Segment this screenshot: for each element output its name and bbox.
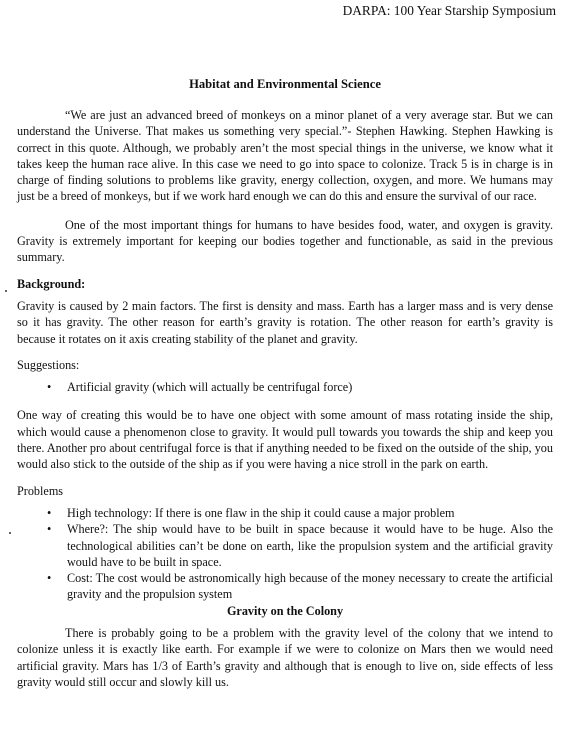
problems-list [17,505,553,603]
intro-paragraph-1: “We are just an advanced breed of monkeys on a minor planet of a very average star. But we can understand the Universe. That makes us something very special.”- Stephen Hawking. Stephen Hawking is correct in this quote. Although, we probably aren’t the most special things in the universe, we know what it takes keep the human race alive. In this case we need to go into space to colonize. Track 5 is in charge is in charge of finding solutions to problems like gravity, energy collection, oxygen, and more. We humans may just be a breed of monkeys, but if we work hard enough we can do this and ensure the survival of our race. [17,108,553,204]
problems-label: Problems [17,483,64,498]
list-item: • Artificial gravity (which will actually be centrifugal force) [47,379,553,395]
running-header: DARPA: 100 Year Starship Symposium [342,3,556,18]
background-heading: Background: [17,276,86,291]
document-title: Habitat and Environmental Science [189,77,381,91]
list-item: • Where?: The ship would have to be built in space because it would have to be huge. Also the technological abilities can’t be done on earth, like the propulsion system and the artificial gravity would have to be built in space. [47,521,553,570]
suggestions-label: Suggestions: [17,357,80,372]
document-body [17,107,553,690]
colony-paragraph: There is probably going to be a problem with the gravity level of the colony that we intend to colonize unless it is exactly like earth. For example if we were to colonize on Mars then we would need artificial gravity. Mars has 1/3 of Earth’s gravity and although that is enough to live on, side effects of less gravity would still occur and slowly kill us. [17,626,553,689]
background-paragraph: Gravity is caused by 2 main factors. The first is density and mass. Earth has a larger mass and is very dense so it has gravity. The other reason for earth’s gravity is rotation. The other reason for earth’s gravity is because it rotates on it axis creating stability of the planet and gravity. [17,298,553,346]
scan-speck [9,532,11,534]
scan-speck [5,290,7,292]
section-heading-colony: Gravity on the Colony [226,603,344,618]
intro-paragraph-2: One of the most important things for humans to have besides food, water, and oxygen is gravity. Gravity is extremely important for keeping our bodies together and functionable, as said in the previous summary. [17,217,553,265]
list-item: • High technology: If there is one flaw in the ship it could cause a major problem [47,505,553,521]
suggestions-paragraph: One way of creating this would be to have one object with some amount of mass rotating inside the ship, which would cause a phenomenon close to gravity. It would pull towards you towards the ship and keep you there. Another pro about centrifugal force is that if anything needed to be fixed on the outside of the ship, you would also stick to the outside of the ship as if you were having a nice stroll in the park on earth. [17,408,553,472]
list-item: • Cost: The cost would be astronomically high because of the money necessary to create the artificial gravity and the propulsion system [47,570,553,603]
suggestions-list [17,379,553,395]
